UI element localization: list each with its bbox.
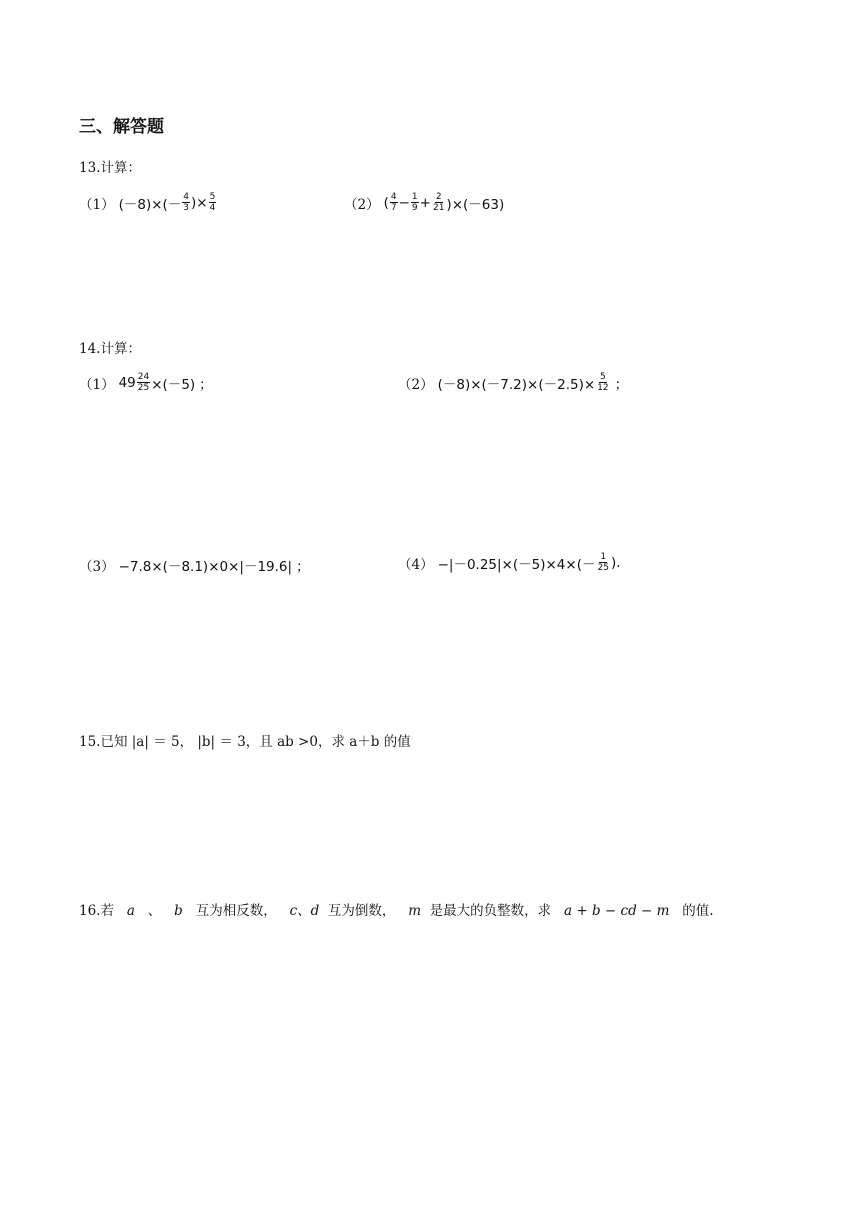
q16-var-b: b bbox=[174, 903, 183, 919]
q16-text bbox=[79, 899, 714, 919]
q16-part-4: 互为倒数， bbox=[327, 903, 396, 919]
q13-part2-f2-num: 1 bbox=[411, 192, 418, 202]
q14-part4-f-den: 25 bbox=[597, 563, 609, 573]
q13-part2-op2: + bbox=[419, 194, 431, 211]
q13-part2-fraction-2 bbox=[411, 192, 419, 213]
q13-part2-fraction-1 bbox=[390, 192, 398, 213]
q14-part4-label: （4） bbox=[398, 556, 434, 573]
q16-part-2: 、 bbox=[147, 903, 162, 919]
q13-part2-fraction-3 bbox=[432, 192, 445, 213]
q14-heading: 14.计算： bbox=[79, 341, 141, 357]
q16-expression: a + b − cd − m bbox=[564, 903, 670, 919]
q16-var-m: m bbox=[408, 903, 422, 919]
q14-part1-label: （1） bbox=[79, 376, 115, 393]
q13-part1-expr-b: )× bbox=[191, 194, 208, 211]
q16-part-5: 是最大的负整数，求 bbox=[429, 903, 552, 919]
q15-text: 15.已知 |a| ＝ 5， |b| ＝ 3，且 ab >0，求 a＋b 的值 bbox=[79, 734, 411, 750]
q14-part4 bbox=[398, 552, 621, 573]
q14-part3-end: ； bbox=[296, 559, 310, 575]
q14-part1-f-den: 25 bbox=[137, 383, 150, 393]
q13-part2-label: （2） bbox=[344, 196, 380, 213]
q14-part4-end: . bbox=[616, 554, 621, 571]
q13-part2-f1-den: 7 bbox=[390, 203, 397, 213]
q14-part2-f-num: 5 bbox=[600, 372, 606, 382]
q14-part3-expr: −7.8×(－8.1)×0×|－19.6| bbox=[118, 559, 293, 575]
q16-var-a: a bbox=[126, 903, 135, 919]
q13-part2-expr-b: )×(－63) bbox=[446, 196, 505, 213]
q14-part1 bbox=[79, 372, 213, 393]
q13-part2-f3-num: 2 bbox=[435, 192, 442, 202]
q14-part2-label: （2） bbox=[398, 376, 434, 393]
q14-part4-expr-b: ) bbox=[610, 554, 617, 571]
q14-part3 bbox=[79, 555, 310, 575]
q14-part1-rest: ×(－5) bbox=[151, 376, 196, 393]
q14-part4-expr-a: −|－0.25|×(－5)×4×(－ bbox=[437, 556, 596, 573]
q14-part2-end: ； bbox=[614, 376, 629, 393]
q14-part2 bbox=[398, 372, 628, 393]
q13-part2-f3-den: 21 bbox=[432, 203, 445, 213]
q14-part2-fraction bbox=[596, 372, 609, 393]
q13-part1-f2-den: 4 bbox=[209, 203, 216, 213]
q13-part2-f2-den: 9 bbox=[411, 203, 418, 213]
q13-part1-f1-num: 4 bbox=[183, 192, 190, 202]
q14-part4-f-num: 1 bbox=[600, 552, 607, 562]
q13-part1-f1-den: 3 bbox=[183, 203, 190, 213]
section-title: 三、解答题 bbox=[79, 117, 164, 137]
q13-part2 bbox=[344, 192, 504, 213]
q13-part1 bbox=[79, 192, 217, 213]
q13-part1-fraction-2 bbox=[209, 192, 217, 213]
q16-part-1: 16.若 bbox=[79, 903, 114, 919]
q13-part1-expr-a: (－8)×(－ bbox=[118, 196, 182, 213]
q14-part4-fraction bbox=[596, 552, 609, 573]
q14-part2-f-den: 12 bbox=[597, 383, 609, 393]
q14-part1-fraction bbox=[137, 372, 150, 393]
q14-part1-f-num: 24 bbox=[137, 372, 150, 382]
q16-part-6: 的值. bbox=[682, 903, 714, 919]
q14-part3-label: （3） bbox=[79, 559, 115, 575]
q13-heading: 13.计算： bbox=[79, 160, 141, 176]
q14-part1-whole: 49 bbox=[118, 374, 136, 391]
q13-part1-f2-num: 5 bbox=[209, 192, 216, 202]
q13-part2-expr-a: ( bbox=[383, 194, 389, 211]
q16-part-3: 互为相反数， bbox=[195, 903, 277, 919]
q14-part2-expr: (－8)×(－7.2)×(－2.5)× bbox=[437, 376, 596, 393]
q16-var-cd: c、d bbox=[289, 903, 320, 919]
q13-part2-f1-num: 4 bbox=[390, 192, 397, 202]
q13-part1-fraction-1 bbox=[182, 192, 190, 213]
q13-part2-op1: − bbox=[398, 194, 410, 211]
q14-part1-end: ； bbox=[199, 376, 213, 393]
q13-part1-label: （1） bbox=[79, 196, 115, 213]
